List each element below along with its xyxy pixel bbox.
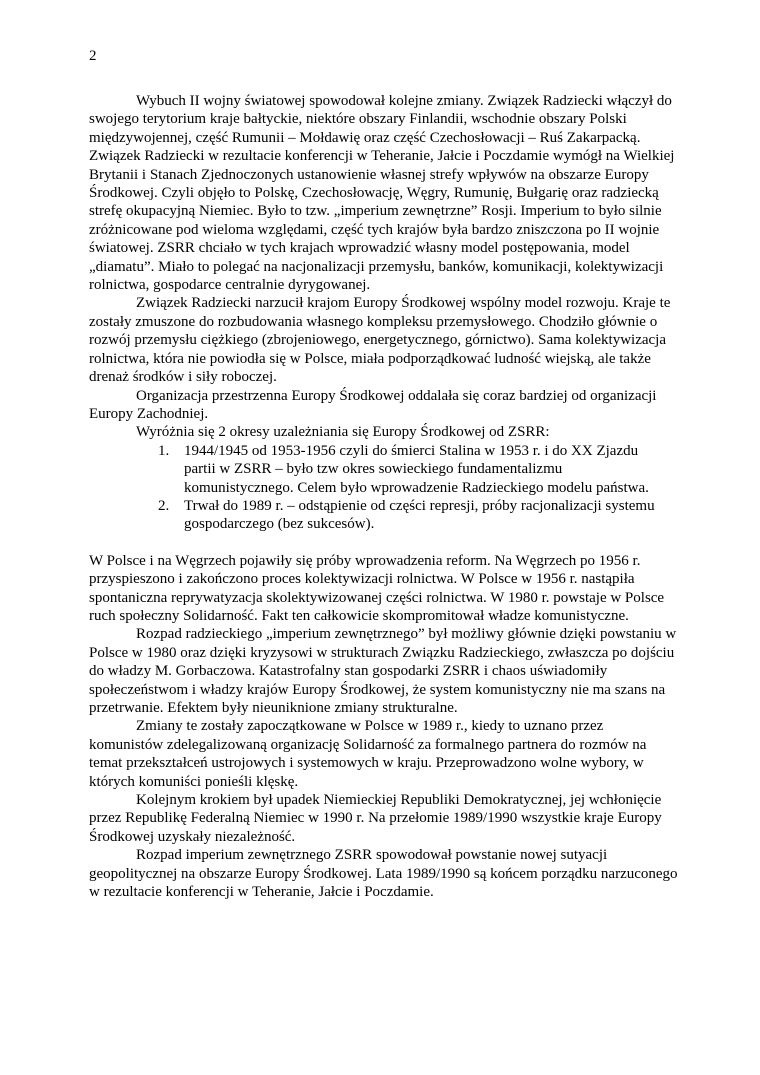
paragraph-development-model: Związek Radziecki narzucił krajom Europy Środkowej wspólny model rozwoju. Kraje te zostały zmuszone do rozbudowania własnego kompleksu przemysłowego. Chodziło głównie o rozwój przemysłu ciężkiego (zbrojeniowego, energetycznego, górnictwo). Sama kolektywizacja rolnictwa, która nie powiodła się w Polsce, miała podporządkować ludność wiejską, ale także drenaż środków i siły roboczej. [89, 295, 671, 386]
list-item [158, 442, 679, 497]
list-item-text: Trwał do 1989 r. – odstąpienie od części represji, próby racjonalizacji systemu gospodarczego (bez sukcesów). [184, 497, 655, 533]
paragraph-ww2-changes: Wybuch II wojny światowej spowodował kolejne zmiany. Związek Radziecki włączył do swojego terytorium kraje bałtyckie, niektóre obszary Finlandii, wschodnie obszary Polski międzywojennej, część Rumunii – Mołdawię oraz część Czechosłowacji – Ruś Zakarpacką. Związek Radziecki w rezultacie konferencji w Teheranie, Jałcie i Poczdamie wymógł na Wielkiej Brytanii i Stanach Zjednoczonych ustanowienie własnej strefy wpływów na obszarze Europy Środkowej. Czyli objęło to Polskę, Czechosłowację, Węgry, Rumunię, Bułgarię oraz radziecką strefę okupacyjną Niemiec. Było to tzw. „imperium zewnętrzne” Rosji. Imperium to było silnie zróżnicowane pod wieloma względami, część tych krajów była bardzo zniszczona po II wojnie światowej. ZSRR chciało w tych krajach wprowadzić własny model postępowania, model „diamatu”. Miało to polegać na nacjonalizacji przemysłu, banków, komunikacji, kolektywizacji rolnictwa, gospodarce centralnie dyrygowanej. [89, 93, 675, 294]
paragraph-spatial-organization: Organizacja przestrzenna Europy Środkowej oddalała się coraz bardziej od organizacji Europy Zachodniej. [89, 387, 657, 422]
paragraph-reforms: W Polsce i na Węgrzech pojawiły się próby wprowadzenia reform. Na Węgrzech po 1956 r. przyspieszono i zakończono proces kolektywizacji rolnictwa. W Polsce w 1956 r. nastąpiła spontaniczna reprywatyzacja skolektywizowanej części rolnictwa. W 1980 r. powstaje w Polsce ruch społeczny Solidarność. Fakt ten całkowicie skompromitował władze komunistyczne. [89, 552, 665, 624]
dependency-periods-list [89, 442, 679, 534]
list-item-number: 2. [158, 497, 170, 514]
paragraph-spacer [89, 534, 679, 552]
paragraph-new-geopolitics: Rozpad imperium zewnętrznego ZSRR spowodował powstanie nowej sutyacji geopolitycznej na obszarze Europy Środkowej. Lata 1989/1990 są końcem porządku narzuconego w rezultacie konferencji w Teheranie, Jałcie i Poczdamie. [89, 847, 678, 901]
paragraph-changes-1989: Zmiany te zostały zapoczątkowane w Polsce w 1989 r., kiedy to uznano przez komunistów zdelegalizowaną organizację Solidarność za formalnego partnera do rozmów na temat przekształceń ustrojowych i systemowych w kraju. Przeprowadzono wolne wybory, w których komuniści ponieśli klęskę. [89, 718, 647, 790]
list-item [158, 497, 679, 534]
paragraph-empire-collapse: Rozpad radzieckiego „imperium zewnętrznego” był możliwy głównie dzięki powstaniu w Polsce w 1980 oraz dzięki kryzysowi w strukturach Związku Radzieckiego, zwłaszcza po dojściu do władzy M. Gorbaczowa. Katastrofalny stan gospodarki ZSRR i chaos uświadomiły społeczeństwom i władzy krajów Europy Środkowej, że system komunistyczny nie ma szans na przetrwanie. Efektem były nieuniknione zmiany strukturalne. [89, 626, 677, 716]
list-item-number: 1. [158, 442, 170, 459]
document-body [89, 92, 679, 901]
page-number: 2 [89, 48, 97, 64]
paragraph-gdr-fall: Kolejnym krokiem był upadek Niemieckiej Republiki Demokratycznej, jej wchłonięcie przez Republikę Federalną Niemiec w 1990 r. Na przełomie 1989/1990 wszystkie kraje Europy Środkowej uzyskały niezależność. [89, 792, 662, 845]
paragraph-dependency-periods-intro: Wyróżnia się 2 okresy uzależniania się Europy Środkowej od ZSRR: [136, 424, 550, 441]
list-item-text: 1944/1945 od 1953-1956 czyli do śmierci Stalina w 1953 r. i do XX Zjazdu partii w ZSRR – było tzw okres sowieckiego fundamentalizmu komunistycznego. Celem było wprowadzenie Radzieckiego modelu państwa. [184, 442, 649, 496]
